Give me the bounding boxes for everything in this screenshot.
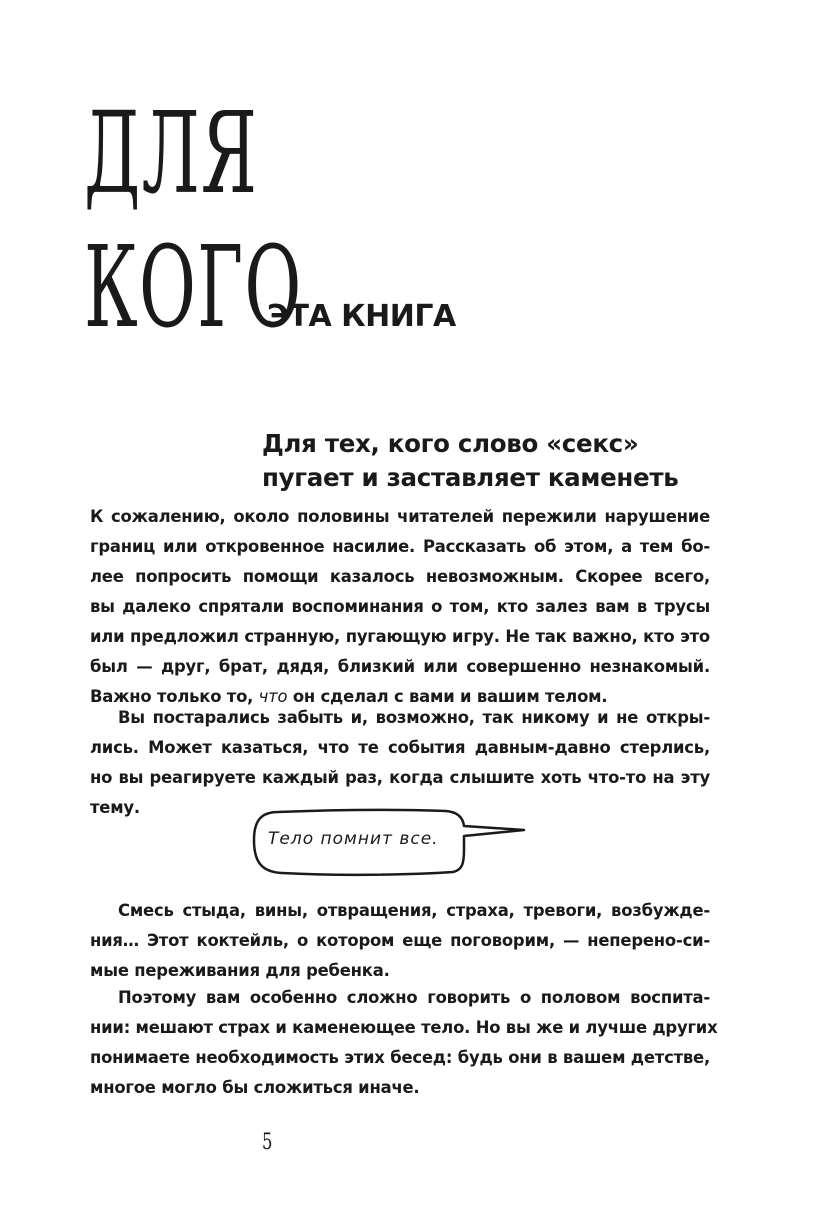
chapter-title-rest: ЭТА КНИГА xyxy=(267,299,456,334)
paragraph-line: Вы постарались забыть и, возможно, так никому и не откры- xyxy=(118,708,710,727)
paragraph-line: или предложил странную, пугающую игру. Не так важно, кто это xyxy=(90,627,710,646)
paragraph-3 xyxy=(90,896,710,986)
paragraph-4 xyxy=(90,983,718,1103)
paragraph-line: нии: мешают страх и каменеющее тело. Но вы же и лучше других xyxy=(90,1018,718,1037)
section-heading-line-1: Для тех, кого слово «секс» xyxy=(262,429,639,458)
paragraph-line: вы далеко спрятали воспоминания о том, кто залез вам в трусы xyxy=(90,597,710,616)
paragraph-line: К сожалению, около половины читателей пережили нарушение xyxy=(90,507,710,526)
paragraph-line: ния… Этот коктейль, о котором еще поговорим, — неперено-си- xyxy=(90,931,710,950)
paragraph-line: но вы реагируете каждый раз, когда слышите хоть что-то на эту xyxy=(90,768,710,787)
speech-bubble-text: Тело помнит все. xyxy=(268,829,439,849)
emphasis-text: что xyxy=(258,687,288,706)
section-heading xyxy=(262,427,732,495)
paragraph-line: лее попросить помощи казалось невозможным. Скорее всего, xyxy=(90,567,710,586)
paragraph-line: многое могло бы сложиться иначе. xyxy=(90,1078,420,1097)
paragraph-2 xyxy=(90,703,710,823)
paragraph-line: Поэтому вам особенно сложно говорить о половом воспита- xyxy=(118,988,710,1007)
paragraph-line: был — друг, брат, дядя, близкий или совершенно незнакомый. xyxy=(90,657,710,676)
section-heading-line-2: пугает и заставляет каменеть xyxy=(262,463,679,492)
paragraph-line: лись. Может казаться, что те события давным-давно стерлись, xyxy=(90,738,710,757)
text-run: Важно только то, xyxy=(90,687,259,706)
page-number: 5 xyxy=(262,1130,273,1155)
chapter-title-line-2: КОГО xyxy=(84,223,303,353)
paragraph-line: тему. xyxy=(90,798,140,817)
text-run: он сделал с вами и вашим телом. xyxy=(287,687,608,706)
paragraph-line: Смесь стыда, вины, отвращения, страха, тревоги, возбужде- xyxy=(118,901,710,920)
paragraph-line: понимаете необходимость этих бесед: будь они в вашем детстве, xyxy=(90,1048,710,1067)
paragraph-line: границ или откровенное насилие. Рассказать об этом, а тем бо- xyxy=(90,537,710,556)
paragraph-line: мые переживания для ребенка. xyxy=(90,961,390,980)
chapter-title-line-1: ДЛЯ xyxy=(84,89,259,219)
paragraph-1 xyxy=(90,502,710,712)
